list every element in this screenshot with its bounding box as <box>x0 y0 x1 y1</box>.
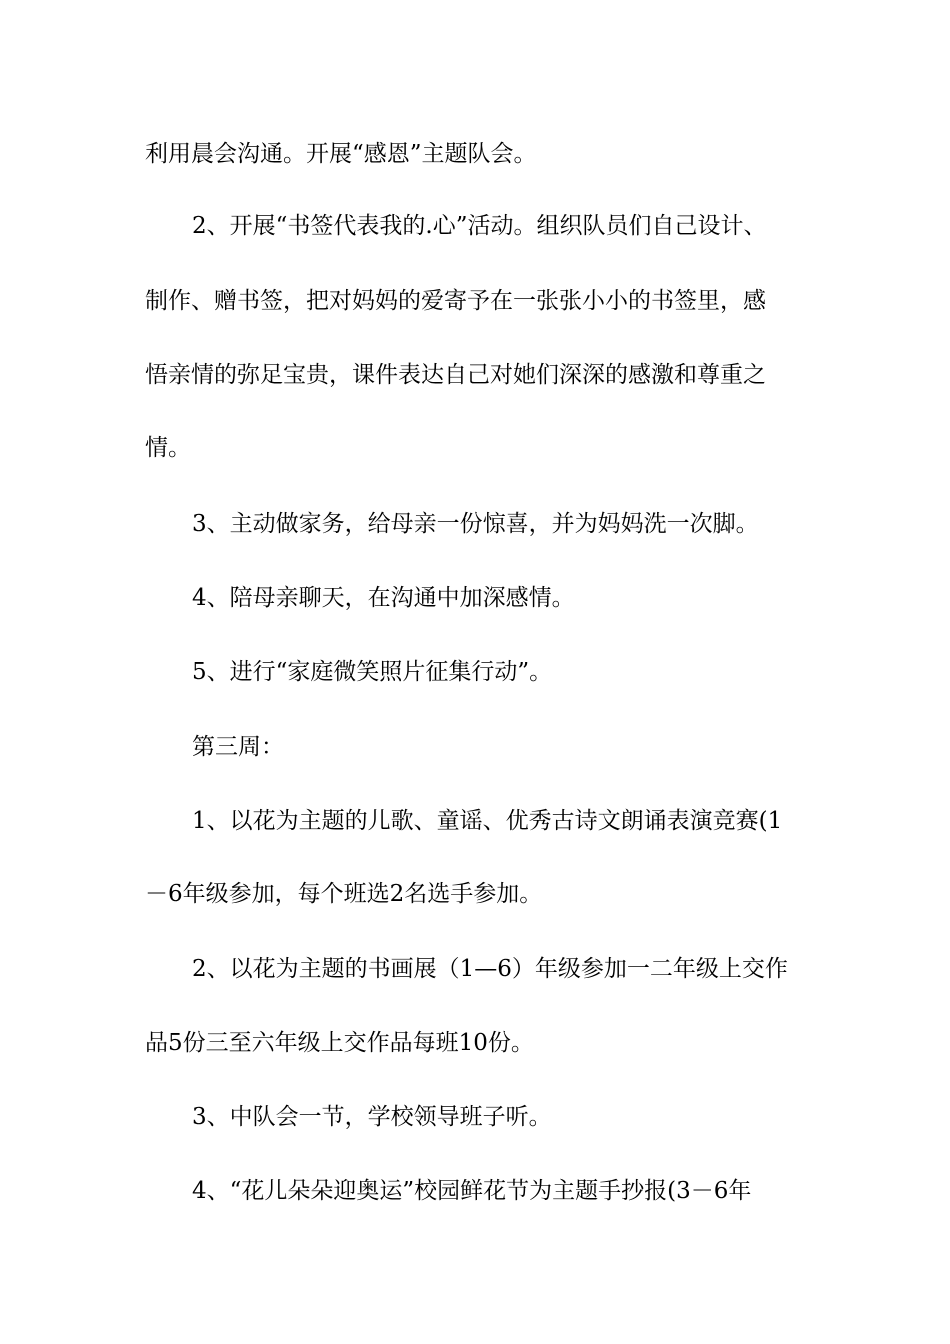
paragraph-line-8: 5、进行“家庭微笑照片征集行动”。 <box>192 659 553 685</box>
paragraph-line-11: －6年级参加，每个班选2名选手参加。 <box>145 881 543 907</box>
paragraph-line-7: 4、陪母亲聊天，在沟通中加深感情。 <box>192 585 575 611</box>
paragraph-line-5: 情。 <box>145 435 191 461</box>
paragraph-line-1: 利用晨会沟通。开展“感恩”主题队会。 <box>145 141 537 167</box>
paragraph-line-13: 品5份三至六年级上交作品每班10份。 <box>145 1030 534 1056</box>
paragraph-line-4: 悟亲情的弥足宝贵，课件表达自己对她们深深的感激和尊重之 <box>145 362 766 388</box>
paragraph-line-12: 2、以花为主题的书画展（1—6）年级参加一二年级上交作 <box>192 956 788 982</box>
paragraph-line-14: 3、中队会一节，学校领导班子听。 <box>192 1104 552 1130</box>
paragraph-line-3: 制作、赠书签，把对妈妈的爱寄予在一张张小小的书签里，感 <box>145 288 766 314</box>
paragraph-line-2: 2、开展“书签代表我的.心”活动。组织队员们自己设计、 <box>192 213 767 239</box>
paragraph-line-10: 1、以花为主题的儿歌、童谣、优秀古诗文朗诵表演竞赛(1 <box>192 808 783 834</box>
section-heading-week-3: 第三周： <box>192 734 284 760</box>
paragraph-line-6: 3、主动做家务，给母亲一份惊喜，并为妈妈洗一次脚。 <box>192 511 759 537</box>
paragraph-line-15: 4、“花儿朵朵迎奥运”校园鲜花节为主题手抄报(3－6年 <box>192 1178 752 1204</box>
